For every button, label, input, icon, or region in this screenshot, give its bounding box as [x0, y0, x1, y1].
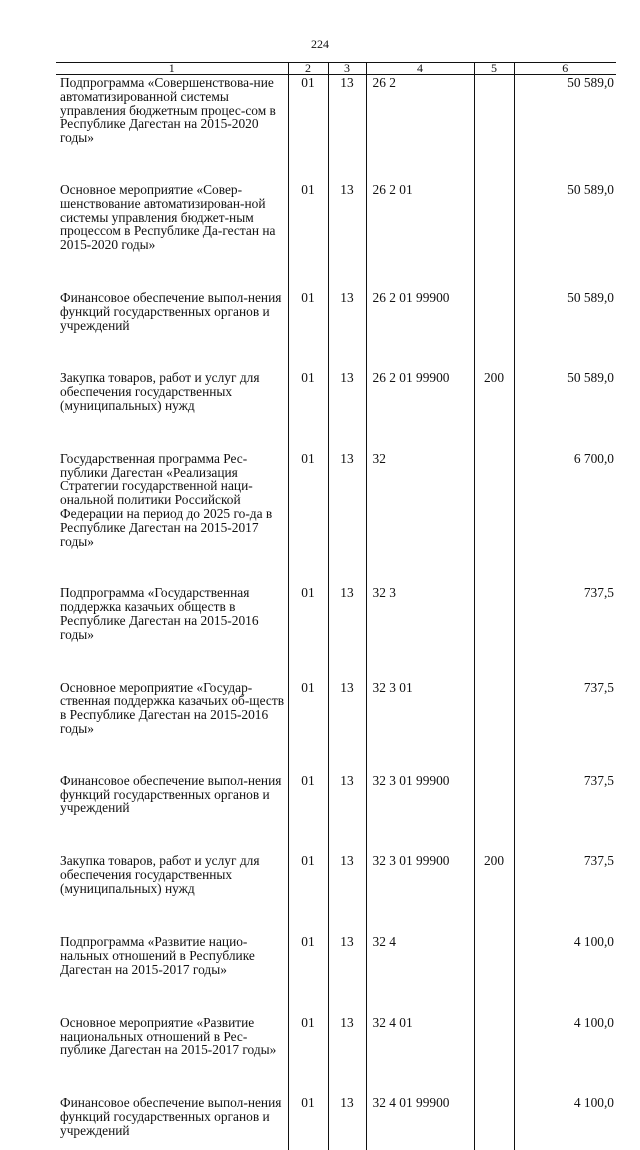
- row-csr: 32 4 01 99900: [366, 1095, 474, 1137]
- row-vr: [474, 934, 514, 976]
- spacer-cell: [514, 642, 616, 680]
- table-row: [56, 934, 616, 976]
- row-vr: 200: [474, 853, 514, 895]
- spacer-cell: [328, 642, 366, 680]
- spacer-cell: [474, 1057, 514, 1095]
- row-amount: 4 100,0: [514, 1015, 616, 1057]
- row-amount: 737,5: [514, 853, 616, 895]
- row-rz: 01: [288, 75, 328, 145]
- column-header: 3: [328, 63, 366, 75]
- row-csr: 32 4: [366, 934, 474, 976]
- row-name: Основное мероприятие «Развитие национальных отношений в Рес-публике Дагестан на 2015-2017 годы»: [60, 1014, 277, 1058]
- spacer-cell: [514, 332, 616, 370]
- row-pr: 13: [328, 934, 366, 976]
- row-pr: 13: [328, 853, 366, 895]
- row-rz: 01: [288, 451, 328, 549]
- spacer-cell: [328, 413, 366, 451]
- spacer-cell: [366, 145, 474, 182]
- spacer-cell: [366, 332, 474, 370]
- row-name: Подпрограмма «Развитие нацио-нальных отношений в Республике Дагестан на 2015-2017 годы»: [60, 934, 255, 978]
- spacer-cell: [328, 895, 366, 934]
- spacer-cell: [288, 332, 328, 370]
- spacer-cell: [366, 977, 474, 1015]
- row-spacer: [56, 332, 616, 370]
- spacer-cell: [328, 252, 366, 290]
- row-rz: 01: [288, 773, 328, 815]
- page-number: 224: [311, 37, 329, 51]
- row-pr: 13: [328, 585, 366, 641]
- spacer-cell: [328, 332, 366, 370]
- spacer-cell: [288, 642, 328, 680]
- spacer-cell: [514, 1057, 616, 1095]
- row-amount: 737,5: [514, 585, 616, 641]
- spacer-cell: [328, 977, 366, 1015]
- spacer-cell: [288, 413, 328, 451]
- row-spacer: [56, 1057, 616, 1095]
- table-row: [56, 585, 616, 641]
- row-csr: 32 3 01: [366, 680, 474, 736]
- row-csr: 26 2 01 99900: [366, 290, 474, 332]
- spacer-cell: [474, 977, 514, 1015]
- row-rz: 01: [288, 182, 328, 252]
- row-rz: 01: [288, 853, 328, 895]
- row-vr: [474, 1095, 514, 1137]
- row-amount: 737,5: [514, 773, 616, 815]
- row-rz: 01: [288, 934, 328, 976]
- spacer-cell: [474, 548, 514, 585]
- row-spacer: [56, 413, 616, 451]
- spacer-cell: [56, 252, 288, 290]
- row-name: Финансовое обеспечение выпол-нения функций государственных органов и учреждений: [60, 772, 282, 816]
- table-row: [56, 680, 616, 736]
- table-row: [56, 290, 616, 332]
- row-amount: 4 100,0: [514, 1095, 616, 1137]
- spacer-cell: [288, 895, 328, 934]
- spacer-cell: [366, 815, 474, 853]
- spacer-cell: [514, 895, 616, 934]
- row-csr: 32 4 01: [366, 1015, 474, 1057]
- table-row: [56, 451, 616, 549]
- spacer-cell: [474, 252, 514, 290]
- table-row: [56, 75, 616, 145]
- row-rz: 01: [288, 290, 328, 332]
- spacer-cell: [474, 642, 514, 680]
- row-vr: [474, 182, 514, 252]
- spacer-cell: [474, 145, 514, 182]
- spacer-cell: [366, 642, 474, 680]
- spacer-cell: [288, 1057, 328, 1095]
- row-csr: 26 2 01: [366, 182, 474, 252]
- row-rz: 01: [288, 1095, 328, 1137]
- spacer-cell: [288, 145, 328, 182]
- row-name: Закупка товаров, работ и услуг для обеспечения государственных (муниципальных) нужд: [60, 370, 260, 413]
- spacer-cell: [514, 145, 616, 182]
- header-row: [56, 63, 616, 75]
- spacer-cell: [56, 815, 288, 853]
- row-amount: 50 589,0: [514, 370, 616, 412]
- row-name: Основное мероприятие «Государ-ственная поддержка казачьих об-ществ в Республике Дагестан на 2015-2016 годы»: [60, 679, 285, 736]
- spacer-cell: [514, 815, 616, 853]
- table-row: [56, 1015, 616, 1057]
- row-csr: 32 3: [366, 585, 474, 641]
- spacer-cell: [56, 145, 288, 182]
- column-header: 5: [474, 63, 514, 75]
- spacer-cell: [288, 736, 328, 773]
- spacer-cell: [328, 736, 366, 773]
- row-pr: 13: [328, 75, 366, 145]
- spacer-cell: [56, 1138, 288, 1150]
- row-name: Финансовое обеспечение выпол-нения функций государственных органов и учреждений: [60, 289, 282, 333]
- spacer-cell: [514, 1138, 616, 1150]
- spacer-cell: [366, 1057, 474, 1095]
- row-spacer: [56, 895, 616, 934]
- spacer-cell: [328, 145, 366, 182]
- spacer-cell: [366, 413, 474, 451]
- row-vr: [474, 1015, 514, 1057]
- row-spacer: [56, 736, 616, 773]
- spacer-cell: [328, 1138, 366, 1150]
- row-name: Государственная программа Рес-публики Дагестан «Реализация Стратегии государственной наци-ональной политики Российской Федерации на период до 2025 го-да в Республике Дагестан на 2015-2017 годы»: [60, 450, 273, 549]
- row-vr: [474, 773, 514, 815]
- column-header: 4: [366, 63, 474, 75]
- spacer-cell: [474, 332, 514, 370]
- spacer-cell: [366, 548, 474, 585]
- spacer-cell: [288, 252, 328, 290]
- budget-table: [56, 62, 616, 1150]
- row-pr: 13: [328, 1095, 366, 1137]
- row-pr: 13: [328, 290, 366, 332]
- table-row: [56, 370, 616, 412]
- spacer-cell: [56, 332, 288, 370]
- table-row: [56, 853, 616, 895]
- spacer-cell: [56, 895, 288, 934]
- row-rz: 01: [288, 1015, 328, 1057]
- spacer-cell: [514, 413, 616, 451]
- spacer-cell: [474, 413, 514, 451]
- spacer-cell: [366, 895, 474, 934]
- row-vr: [474, 451, 514, 549]
- spacer-cell: [366, 1138, 474, 1150]
- spacer-cell: [474, 736, 514, 773]
- spacer-cell: [288, 1138, 328, 1150]
- column-header: 6: [514, 63, 616, 75]
- row-spacer: [56, 815, 616, 853]
- row-pr: 13: [328, 451, 366, 549]
- spacer-cell: [474, 1138, 514, 1150]
- spacer-cell: [514, 548, 616, 585]
- row-spacer: [56, 977, 616, 1015]
- spacer-cell: [366, 252, 474, 290]
- row-spacer: [56, 1138, 616, 1150]
- table-row: [56, 773, 616, 815]
- row-csr: 32 3 01 99900: [366, 773, 474, 815]
- row-csr: 32 3 01 99900: [366, 853, 474, 895]
- row-amount: 4 100,0: [514, 934, 616, 976]
- spacer-cell: [56, 642, 288, 680]
- row-pr: 13: [328, 680, 366, 736]
- spacer-cell: [474, 895, 514, 934]
- row-pr: 13: [328, 182, 366, 252]
- spacer-cell: [56, 548, 288, 585]
- row-name: Подпрограмма «Государственная поддержка казачьих обществ в Республике Дагестан на 2015-2016 годы»: [60, 585, 259, 642]
- spacer-cell: [288, 977, 328, 1015]
- row-rz: 01: [288, 585, 328, 641]
- row-pr: 13: [328, 1015, 366, 1057]
- spacer-cell: [56, 413, 288, 451]
- column-header: 1: [56, 63, 288, 75]
- spacer-cell: [56, 977, 288, 1015]
- spacer-cell: [366, 736, 474, 773]
- row-pr: 13: [328, 773, 366, 815]
- spacer-cell: [56, 1057, 288, 1095]
- spacer-cell: [514, 252, 616, 290]
- row-spacer: [56, 145, 616, 182]
- row-spacer: [56, 642, 616, 680]
- row-name: Основное мероприятие «Совер-шенствование автоматизирован-ной системы управления бюджет-ным процессом в Республике Да-гестан на 2015-2020 годы»: [60, 181, 276, 253]
- spacer-cell: [474, 815, 514, 853]
- row-name: Закупка товаров, работ и услуг для обеспечения государственных (муниципальных) нужд: [60, 853, 260, 896]
- row-csr: 32: [366, 451, 474, 549]
- spacer-cell: [514, 977, 616, 1015]
- row-spacer: [56, 548, 616, 585]
- row-csr: 26 2 01 99900: [366, 370, 474, 412]
- row-rz: 01: [288, 680, 328, 736]
- row-vr: [474, 585, 514, 641]
- row-amount: 50 589,0: [514, 75, 616, 145]
- spacer-cell: [328, 815, 366, 853]
- row-amount: 50 589,0: [514, 290, 616, 332]
- row-spacer: [56, 252, 616, 290]
- spacer-cell: [328, 1057, 366, 1095]
- spacer-cell: [56, 736, 288, 773]
- table-row: [56, 1095, 616, 1137]
- table-row: [56, 182, 616, 252]
- column-header: 2: [288, 63, 328, 75]
- spacer-cell: [514, 736, 616, 773]
- row-rz: 01: [288, 370, 328, 412]
- row-vr: [474, 75, 514, 145]
- spacer-cell: [328, 548, 366, 585]
- row-vr: 200: [474, 370, 514, 412]
- row-amount: 50 589,0: [514, 182, 616, 252]
- row-vr: [474, 290, 514, 332]
- row-amount: 6 700,0: [514, 451, 616, 549]
- row-pr: 13: [328, 370, 366, 412]
- row-name: Финансовое обеспечение выпол-нения функций государственных органов и учреждений: [60, 1095, 282, 1138]
- row-vr: [474, 680, 514, 736]
- row-csr: 26 2: [366, 75, 474, 145]
- row-amount: 737,5: [514, 680, 616, 736]
- spacer-cell: [288, 815, 328, 853]
- spacer-cell: [288, 548, 328, 585]
- row-name: Подпрограмма «Совершенствова-ние автоматизированной системы управления бюджетным процес-сом в Республике Дагестан на 2015-2020 годы»: [60, 75, 276, 146]
